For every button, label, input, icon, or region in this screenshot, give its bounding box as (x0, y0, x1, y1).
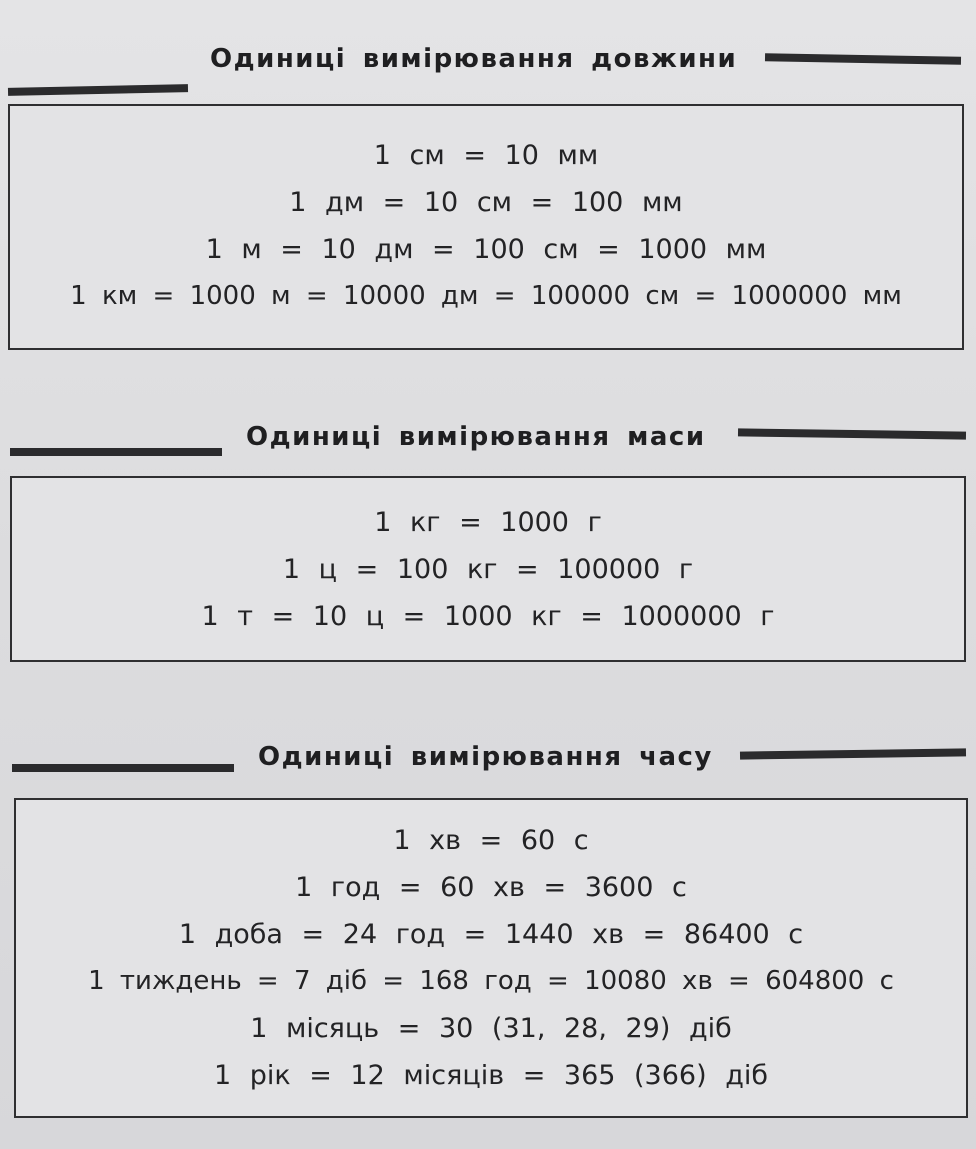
heading-rule-right (740, 748, 966, 759)
time-line-6: 1 рік = 12 місяців = 365 (366) діб (213, 1060, 769, 1091)
time-line-4: 1 тиждень = 7 діб = 168 год = 10080 хв = 604800 с (88, 966, 894, 996)
length-line-1: 1 см = 10 мм (373, 140, 599, 171)
time-box (14, 798, 968, 1118)
time-line-1: 1 хв = 60 с (393, 825, 589, 856)
time-line-3: 1 доба = 24 год = 1440 хв = 86400 с (178, 919, 804, 950)
length-line-2: 1 дм = 10 см = 100 мм (289, 187, 683, 218)
heading-rule-left (12, 764, 234, 772)
mass-heading: Одиниці вимірювання маси (246, 422, 706, 452)
mass-line-2: 1 ц = 100 кг = 100000 г (282, 553, 694, 585)
time-line-5: 1 місяць = 30 (31, 28, 29) діб (250, 1013, 732, 1044)
length-line-4: 1 км = 1000 м = 10000 дм = 100000 см = 1000000 мм (70, 281, 902, 311)
heading-rule-left (10, 448, 222, 456)
length-heading: Одиниці вимірювання довжини (210, 44, 738, 74)
length-box (8, 104, 964, 350)
mass-line-3: 1 т = 10 ц = 1000 кг = 1000000 г (201, 600, 775, 632)
length-line-3: 1 м = 10 дм = 100 см = 1000 мм (205, 234, 767, 265)
time-line-2: 1 год = 60 хв = 3600 с (295, 872, 687, 903)
heading-rule-right (738, 428, 966, 439)
heading-rule-left (8, 84, 188, 96)
time-heading: Одиниці вимірювання часу (258, 742, 713, 772)
heading-rule-right (765, 53, 961, 64)
mass-box (10, 476, 966, 662)
mass-line-1: 1 кг = 1000 г (374, 506, 602, 538)
